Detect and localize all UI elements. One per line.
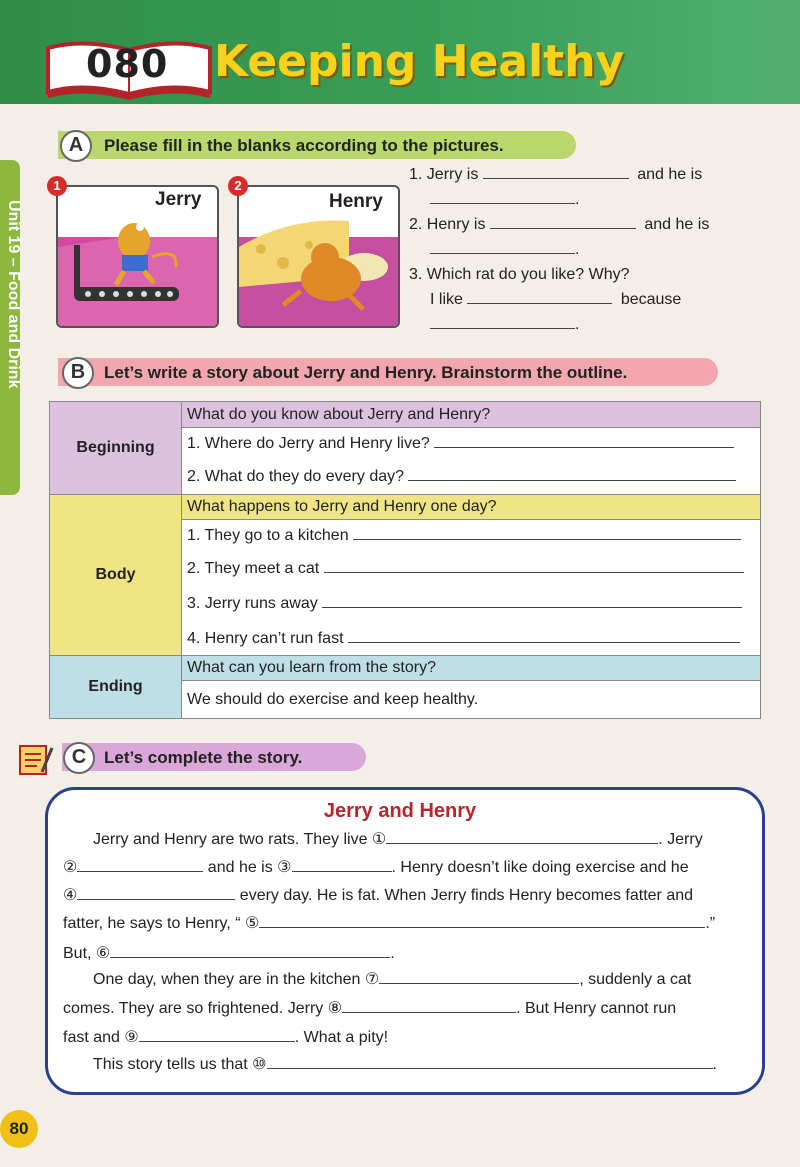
- q1-line-2: .: [430, 191, 579, 209]
- section-a-instruction: Please fill in the blanks according to the pictures.: [104, 136, 504, 155]
- page-number: 80: [0, 1110, 38, 1148]
- body-blank-2[interactable]: [324, 558, 744, 573]
- section-b-letter: B: [62, 357, 94, 389]
- q1-blank-2[interactable]: [430, 203, 575, 204]
- story-blank-5[interactable]: [259, 927, 705, 928]
- story-blank-9[interactable]: [139, 1041, 295, 1042]
- q2-blank-1[interactable]: [490, 228, 636, 229]
- story-line-5: But, ⑥ .: [63, 945, 395, 962]
- section-c-instruction: Let’s complete the story.: [104, 748, 303, 767]
- beginning-item-1: 1. Where do Jerry and Henry live?: [182, 428, 761, 459]
- q3-blank-2[interactable]: [430, 328, 575, 329]
- beginning-blank-1[interactable]: [434, 433, 734, 448]
- notepad-icon: [18, 742, 54, 776]
- story-title: Jerry and Henry: [323, 800, 477, 822]
- story-line-7: comes. They are so frightened. Jerry ⑧ . But Henry cannot run: [63, 1000, 677, 1017]
- page-title: Keeping Healthy: [214, 36, 625, 87]
- story-line-8: fast and ⑨ . What a pity!: [63, 1029, 389, 1046]
- lesson-number: 080: [86, 42, 169, 86]
- story-line-1: Jerry and Henry are two rats. They live ① . Jerry: [93, 831, 703, 848]
- question-1: 1. Jerry is and he is: [409, 166, 703, 183]
- body-item-4: 4. Henry can’t run fast: [182, 620, 761, 656]
- q3-line-2: I like because: [430, 291, 682, 308]
- henry-caption: Henry: [329, 191, 383, 212]
- body-blank-3[interactable]: [322, 593, 742, 608]
- q2-blank-2[interactable]: [430, 253, 575, 254]
- unit-side-label: Unit 19 – Food and Drink: [5, 200, 22, 389]
- body-blank-4[interactable]: [348, 628, 740, 643]
- question-2: 2. Henry is and he is: [409, 216, 710, 233]
- question-3: 3. Which rat do you like? Why?: [409, 266, 630, 283]
- body-item-1: 1. They go to a kitchen: [182, 520, 761, 551]
- beginning-prompt: What do you know about Jerry and Henry?: [182, 402, 761, 428]
- body-item-3: 3. Jerry runs away: [182, 585, 761, 620]
- section-a-letter: A: [60, 130, 92, 162]
- beginning-label: Beginning: [50, 402, 182, 495]
- body-prompt: What happens to Jerry and Henry one day?: [182, 495, 761, 520]
- story-line-9: This story tells us that ⑩ .: [93, 1056, 717, 1073]
- story-blank-1[interactable]: [386, 843, 658, 844]
- ending-label: Ending: [50, 656, 182, 719]
- picture-1-number: 1: [47, 176, 67, 196]
- story-line-3: ④ every day. He is fat. When Jerry finds Henry becomes fatter and: [63, 887, 694, 904]
- story-blank-3[interactable]: [292, 871, 392, 872]
- body-label: Body: [50, 495, 182, 656]
- q3-line-3: .: [430, 316, 579, 334]
- jerry-caption: Jerry: [155, 189, 202, 210]
- story-line-6: One day, when they are in the kitchen ⑦ , suddenly a cat: [93, 971, 692, 988]
- beginning-item-2: 2. What do they do every day?: [182, 458, 761, 495]
- section-c-letter: C: [63, 742, 95, 774]
- q2-line-2: .: [430, 241, 579, 259]
- ending-prompt: What can you learn from the story?: [182, 656, 761, 681]
- body-blank-1[interactable]: [353, 525, 741, 540]
- story-line-2: ② and he is ③ . Henry doesn’t like doing exercise and he: [63, 859, 689, 876]
- story-blank-4[interactable]: [77, 899, 235, 900]
- q1-blank-1[interactable]: [483, 178, 629, 179]
- story-blank-2[interactable]: [77, 871, 203, 872]
- picture-2-number: 2: [228, 176, 248, 196]
- story-blank-7[interactable]: [379, 983, 579, 984]
- ending-answer: We should do exercise and keep healthy.: [182, 681, 761, 719]
- beginning-blank-2[interactable]: [408, 466, 736, 481]
- q3-blank-1[interactable]: [467, 303, 612, 304]
- story-blank-10[interactable]: [267, 1068, 713, 1069]
- body-item-2: 2. They meet a cat: [182, 550, 761, 585]
- section-b-instruction: Let’s write a story about Jerry and Henry. Brainstorm the outline.: [104, 363, 628, 382]
- story-blank-8[interactable]: [342, 1012, 516, 1013]
- story-outline-table: [49, 401, 761, 719]
- story-line-4: fatter, he says to Henry, “ ⑤ .”: [63, 915, 716, 932]
- story-blank-6[interactable]: [110, 957, 390, 958]
